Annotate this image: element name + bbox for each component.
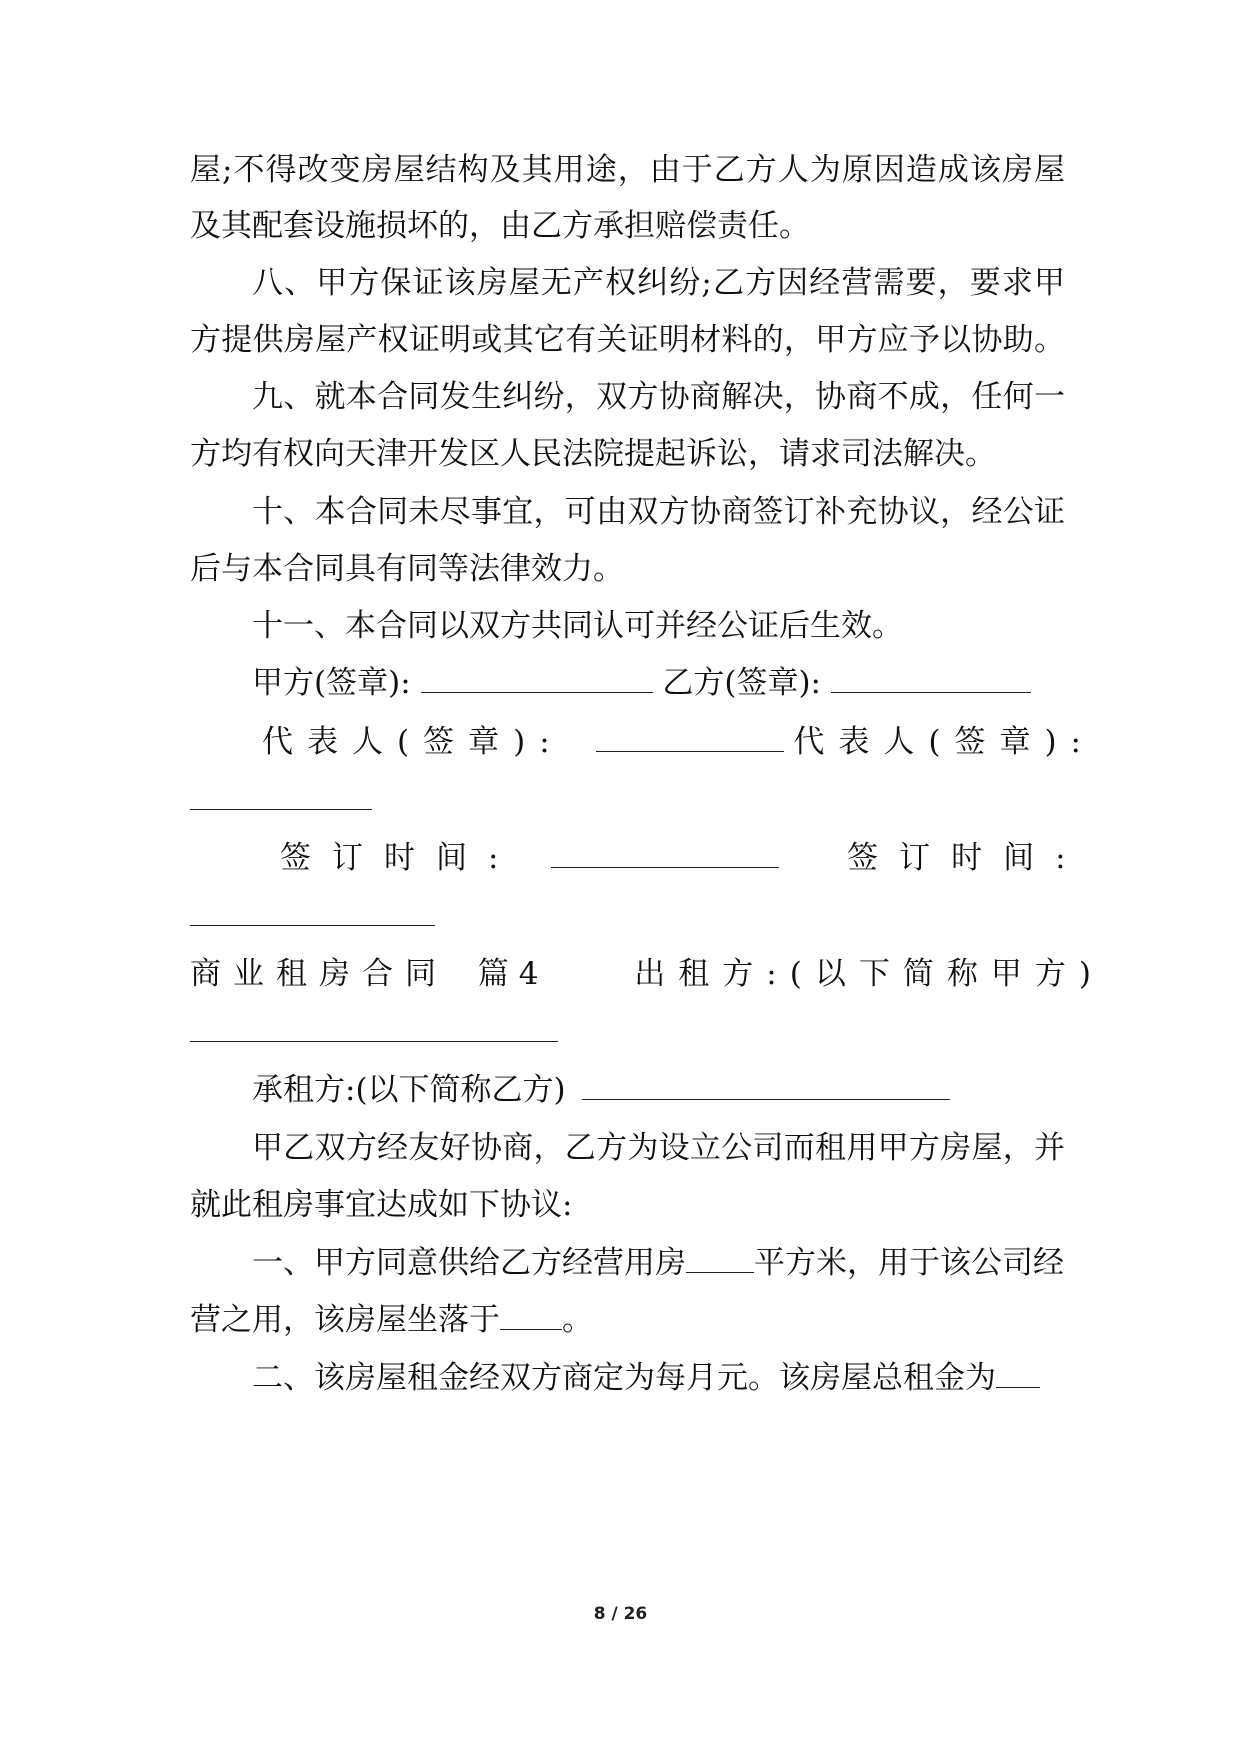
lessee-label: 承租方:(以下简称乙方) xyxy=(252,1072,566,1108)
area-blank xyxy=(686,1246,754,1273)
lessee-row xyxy=(252,1070,1065,1110)
clause-2-line-1 xyxy=(252,1358,1065,1398)
total-rent-blank xyxy=(996,1361,1040,1388)
rep-b-signature-label: 代表人(签章): xyxy=(793,724,1095,760)
lessor-blank xyxy=(190,1015,558,1042)
page-number: 8 / 26 xyxy=(593,1604,648,1624)
clause-9-line-1: 九、就本合同发生纠纷，双方协商解决，协商不成，任何一 xyxy=(252,379,1065,415)
party-signature-row xyxy=(252,663,1065,703)
lessor-blank-row xyxy=(190,1012,1065,1052)
rep-b-signature-blank xyxy=(190,783,372,810)
clause-1-text-d: 。 xyxy=(562,1302,593,1338)
paragraph-7-continued-line-2: 及其配套设施损坏的，由乙方承担赔偿责任。 xyxy=(190,208,810,244)
clause-1-text-c: 营之用，该房屋坐落于 xyxy=(190,1302,500,1338)
date-b-blank xyxy=(190,899,435,926)
date-a-label: 签订时间: xyxy=(280,840,520,876)
date-b-blank-row xyxy=(190,896,1065,936)
section-4-header-row xyxy=(190,954,1104,994)
clause-8-line-1: 八、甲方保证该房屋无产权纠纷;乙方因经营需要，要求甲 xyxy=(252,265,1065,301)
date-b-label: 签订时间: xyxy=(847,840,1087,876)
rep-a-signature-label: 代表人(签章): xyxy=(262,724,564,760)
clause-1-text-a: 一、甲方同意供给乙方经营用房 xyxy=(252,1245,686,1281)
section-number: 篇 4 xyxy=(477,956,539,992)
clause-10-line-2: 后与本合同具有同等法律效力。 xyxy=(190,551,624,587)
lessor-label: 出租方:(以下简称甲方) xyxy=(634,956,1104,992)
intro-line-1: 甲乙双方经友好协商，乙方为设立公司而租用甲方房屋，并 xyxy=(252,1130,1065,1166)
clause-1-line-1 xyxy=(252,1243,1065,1283)
clause-9-line-2: 方均有权向天津开发区人民法院提起诉讼，请求司法解决。 xyxy=(190,436,996,472)
lessee-blank xyxy=(582,1073,950,1100)
paragraph-7-continued-line-1: 屋;不得改变房屋结构及其用途，由于乙方人为原因造成该房屋 xyxy=(190,152,1065,188)
party-a-signature-label: 甲方(签章): xyxy=(252,665,411,701)
clause-10-line-1: 十、本合同未尽事宜，可由双方协商签订补充协议，经公证 xyxy=(252,494,1065,530)
representative-signature-row xyxy=(262,722,1095,762)
rep-a-signature-blank xyxy=(596,725,784,752)
clause-8-line-2: 方提供房屋产权证明或其它有关证明材料的，甲方应予以协助。 xyxy=(190,322,1065,358)
clause-1-line-2 xyxy=(190,1300,1065,1340)
signing-date-row xyxy=(280,838,1087,878)
intro-line-2: 就此租房事宜达成如下协议: xyxy=(190,1187,573,1223)
party-b-signature-blank xyxy=(831,666,1031,693)
clause-1-text-b: 平方米，用于该公司经 xyxy=(754,1245,1064,1281)
section-title: 商业租房合同 xyxy=(190,956,448,992)
location-blank xyxy=(500,1303,562,1330)
party-a-signature-blank xyxy=(421,666,653,693)
date-a-blank xyxy=(551,841,779,868)
rep-b-blank-row xyxy=(190,780,1065,820)
clause-11: 十一、本合同以双方共同认可并经公证后生效。 xyxy=(252,608,903,644)
clause-2-text: 二、该房屋租金经双方商定为每月元。该房屋总租金为 xyxy=(252,1360,996,1396)
party-b-signature-label: 乙方(签章): xyxy=(662,665,821,701)
